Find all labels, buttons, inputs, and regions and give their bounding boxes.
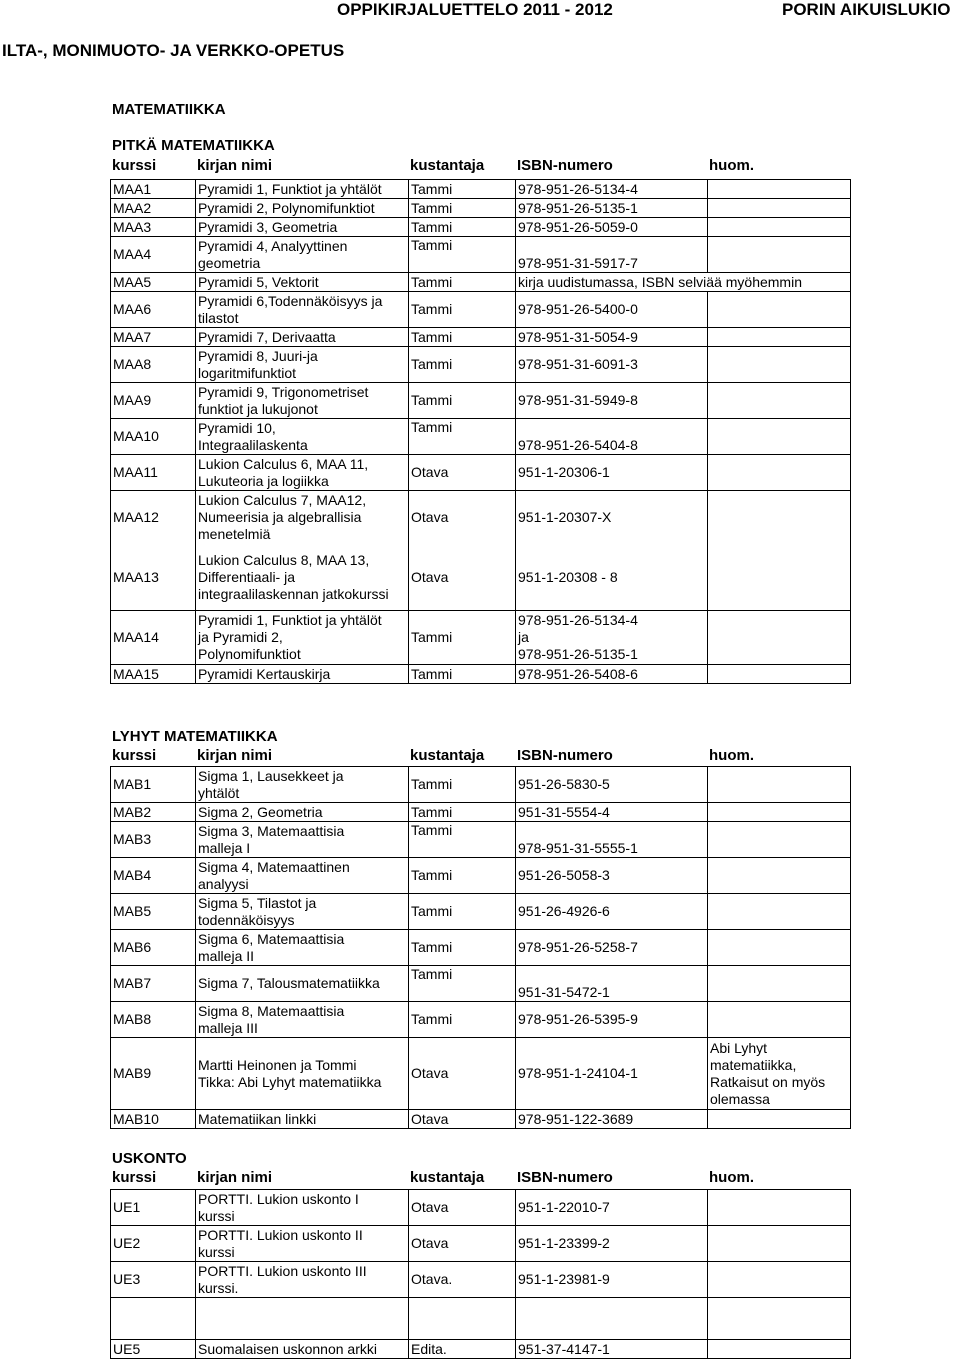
course-cell: MAA6 [111, 292, 196, 328]
note-cell [708, 611, 851, 665]
note-cell [708, 1110, 851, 1129]
book-title-cell: Pyramidi 4, Analyyttinen geometria [196, 237, 409, 273]
book-title-cell: Pyramidi 3, Geometria [196, 218, 409, 237]
course-cell: MAA15 [111, 665, 196, 684]
publisher-cell: Edita. [409, 1340, 516, 1359]
note-cell [708, 491, 851, 545]
note-cell [708, 180, 851, 199]
book-title-cell: PORTTI. Lukion uskonto II kurssi [196, 1226, 409, 1262]
publisher-cell: Tammi [409, 803, 516, 822]
col-header-course: kurssi [112, 747, 157, 764]
book-title-cell: Pyramidi 6,Todennäköisyys ja tilastot [196, 292, 409, 328]
table-row [111, 347, 851, 383]
course-cell: MAA11 [111, 455, 196, 491]
course-cell: MAA10 [111, 419, 196, 455]
isbn-cell: 978-951-26-5135-1 [516, 199, 708, 218]
book-title-cell: Sigma 4, Matemaattinen analyysi [196, 858, 409, 894]
isbn-cell: 978-951-26-5134-4 [516, 180, 708, 199]
note-cell [708, 545, 851, 611]
note-cell [708, 803, 851, 822]
book-title-cell: Sigma 1, Lausekkeet ja yhtälöt [196, 767, 409, 803]
isbn-cell: 951-1-23981-9 [516, 1262, 708, 1298]
table-row [111, 1110, 851, 1129]
book-title-cell: Pyramidi 1, Funktiot ja yhtälöt ja Pyramidi 2, Polynomifunktiot [196, 611, 409, 665]
table-row [111, 966, 851, 1002]
table-row [111, 930, 851, 966]
note-cell [708, 1002, 851, 1038]
table-row [111, 383, 851, 419]
table-row [111, 1340, 851, 1359]
section-title-uskonto: USKONTO [112, 1150, 187, 1167]
publisher-cell: Tammi [409, 767, 516, 803]
isbn-cell: 978-951-26-5134-4 ja 978-951-26-5135-1 [516, 611, 708, 665]
publisher-cell: Tammi [409, 347, 516, 383]
isbn-cell: kirja uudistumassa, ISBN selviää myöhemmin [516, 273, 708, 292]
course-cell: MAB1 [111, 767, 196, 803]
table-row [111, 822, 851, 858]
table-row [111, 858, 851, 894]
course-cell: MAA2 [111, 199, 196, 218]
table-row [111, 199, 851, 218]
book-title-cell: Sigma 7, Talousmatematiikka [196, 966, 409, 1002]
course-cell: MAA14 [111, 611, 196, 665]
note-cell [708, 328, 851, 347]
book-title-cell: Sigma 6, Matemaattisia malleja II [196, 930, 409, 966]
course-cell: MAB9 [111, 1038, 196, 1110]
note-cell [708, 1340, 851, 1359]
table-row [111, 611, 851, 665]
note-cell [708, 1298, 851, 1340]
book-title-cell: Pyramidi Kertauskirja [196, 665, 409, 684]
book-title-cell: Pyramidi 1, Funktiot ja yhtälöt [196, 180, 409, 199]
book-title-cell: Pyramidi 8, Juuri-ja logaritmifunktiot [196, 347, 409, 383]
publisher-cell: Tammi [409, 218, 516, 237]
course-cell: MAA8 [111, 347, 196, 383]
book-title-cell: Pyramidi 5, Vektorit [196, 273, 409, 292]
col-header-isbn: ISBN-numero [517, 157, 613, 174]
note-cell [708, 822, 851, 858]
note-cell [708, 930, 851, 966]
publisher-cell: Tammi [409, 858, 516, 894]
table-row [111, 491, 851, 545]
note-cell [708, 237, 851, 273]
column-header-row [112, 1169, 912, 1187]
course-cell: MAB5 [111, 894, 196, 930]
note-cell [708, 1262, 851, 1298]
course-cell: MAA4 [111, 237, 196, 273]
course-cell: UE2 [111, 1226, 196, 1262]
col-header-book: kirjan nimi [197, 747, 273, 764]
course-cell: MAB6 [111, 930, 196, 966]
table-row [111, 180, 851, 199]
isbn-cell: 978-951-1-24104-1 [516, 1038, 708, 1110]
book-title-cell: Sigma 2, Geometria [196, 803, 409, 822]
course-cell: MAB10 [111, 1110, 196, 1129]
table-row [111, 218, 851, 237]
publisher-cell: Tammi [409, 611, 516, 665]
table-row [111, 455, 851, 491]
book-title-cell: Sigma 8, Matemaattisia malleja III [196, 1002, 409, 1038]
publisher-cell: Otava [409, 1038, 516, 1110]
publisher-cell: Otava [409, 1226, 516, 1262]
note-cell [708, 383, 851, 419]
book-title-cell: Lukion Calculus 8, MAA 13, Differentiaali- ja integraalilaskennan jatkokurssi [196, 545, 409, 611]
note-cell [708, 292, 851, 328]
table-row [111, 1262, 851, 1298]
isbn-cell: 951-1-20307-X [516, 491, 708, 545]
course-cell: MAA12 [111, 491, 196, 545]
isbn-cell: 978-951-26-5395-9 [516, 1002, 708, 1038]
book-title-cell: Suomalaisen uskonnon arkki [196, 1340, 409, 1359]
publisher-cell: Tammi [409, 383, 516, 419]
course-cell: MAB8 [111, 1002, 196, 1038]
isbn-cell: 978-951-26-5258-7 [516, 930, 708, 966]
isbn-cell: 978-951-31-5949-8 [516, 383, 708, 419]
organization-name: PORIN AIKUISLUKIO [782, 0, 951, 19]
col-header-course: kurssi [112, 157, 157, 174]
col-header-note: huom. [709, 1169, 754, 1186]
note-cell [708, 858, 851, 894]
isbn-cell: 978-951-31-5917-7 [516, 237, 708, 273]
publisher-cell: Tammi [409, 328, 516, 347]
col-header-publisher: kustantaja [410, 747, 485, 764]
book-title-cell [196, 1298, 409, 1340]
course-cell: MAB4 [111, 858, 196, 894]
section-title-lyhyt: LYHYT MATEMATIIKKA [112, 728, 278, 745]
book-title-cell: Martti Heinonen ja Tommi Tikka: Abi Lyhyt matematiikka [196, 1038, 409, 1110]
publisher-cell: Otava [409, 455, 516, 491]
table-row [111, 1298, 851, 1340]
document-title: OPPIKIRJALUETTELO 2011 - 2012 [337, 0, 613, 19]
note-cell [708, 665, 851, 684]
note-cell [708, 767, 851, 803]
uskonto-table [110, 1189, 851, 1359]
note-cell [708, 199, 851, 218]
publisher-cell: Otava [409, 1190, 516, 1226]
note-cell [708, 218, 851, 237]
course-cell: MAB2 [111, 803, 196, 822]
publisher-cell: Tammi [409, 822, 516, 858]
note-cell [708, 419, 851, 455]
course-cell: MAB3 [111, 822, 196, 858]
isbn-cell: 978-951-26-5400-0 [516, 292, 708, 328]
note-cell [708, 1226, 851, 1262]
course-cell: MAA3 [111, 218, 196, 237]
book-title-cell: Lukion Calculus 7, MAA12, Numeerisia ja algebrallisia menetelmiä [196, 491, 409, 545]
book-title-cell: Sigma 5, Tilastot ja todennäköisyys [196, 894, 409, 930]
isbn-cell: 951-37-4147-1 [516, 1340, 708, 1359]
publisher-cell: Tammi [409, 419, 516, 455]
book-title-cell: Pyramidi 10, Integraalilaskenta [196, 419, 409, 455]
note-cell [708, 894, 851, 930]
isbn-cell: 978-951-26-5404-8 [516, 419, 708, 455]
course-cell [111, 1298, 196, 1340]
document-subtitle: ILTA-, MONIMUOTO- JA VERKKO-OPETUS [2, 41, 345, 60]
isbn-cell [516, 1298, 708, 1340]
book-title-cell: Pyramidi 7, Derivaatta [196, 328, 409, 347]
isbn-cell: 951-31-5472-1 [516, 966, 708, 1002]
col-header-note: huom. [709, 157, 754, 174]
publisher-cell: Otava [409, 1110, 516, 1129]
isbn-cell: 978-951-26-5408-6 [516, 665, 708, 684]
isbn-cell: 951-1-22010-7 [516, 1190, 708, 1226]
isbn-cell: 951-1-23399-2 [516, 1226, 708, 1262]
isbn-cell: 951-26-4926-6 [516, 894, 708, 930]
subject-heading: MATEMATIIKKA [112, 101, 226, 118]
publisher-cell: Tammi [409, 930, 516, 966]
note-cell [708, 347, 851, 383]
table-row [111, 328, 851, 347]
publisher-cell: Tammi [409, 273, 516, 292]
course-cell: MAA9 [111, 383, 196, 419]
isbn-cell: 978-951-31-6091-3 [516, 347, 708, 383]
publisher-cell: Tammi [409, 665, 516, 684]
publisher-cell: Tammi [409, 237, 516, 273]
table-row [111, 1038, 851, 1110]
publisher-cell [409, 1298, 516, 1340]
table-row [111, 419, 851, 455]
publisher-cell: Tammi [409, 180, 516, 199]
column-header-row [112, 747, 912, 765]
table-row [111, 545, 851, 611]
book-title-cell: PORTTI. Lukion uskonto III kurssi. [196, 1262, 409, 1298]
course-cell: MAA13 [111, 545, 196, 611]
col-header-isbn: ISBN-numero [517, 747, 613, 764]
course-cell: MAA1 [111, 180, 196, 199]
publisher-cell: Otava [409, 491, 516, 545]
isbn-cell: 951-26-5830-5 [516, 767, 708, 803]
isbn-cell: 951-1-20308 - 8 [516, 545, 708, 611]
course-cell: UE3 [111, 1262, 196, 1298]
publisher-cell: Tammi [409, 199, 516, 218]
col-header-publisher: kustantaja [410, 1169, 485, 1186]
isbn-cell: 951-1-20306-1 [516, 455, 708, 491]
table-row [111, 803, 851, 822]
publisher-cell: Tammi [409, 292, 516, 328]
course-cell: UE1 [111, 1190, 196, 1226]
course-cell: MAA5 [111, 273, 196, 292]
isbn-cell: 951-26-5058-3 [516, 858, 708, 894]
book-title-cell: Matematiikan linkki [196, 1110, 409, 1129]
publisher-cell: Tammi [409, 894, 516, 930]
table-row [111, 1190, 851, 1226]
isbn-cell: 978-951-122-3689 [516, 1110, 708, 1129]
publisher-cell: Otava [409, 545, 516, 611]
book-title-cell: Pyramidi 2, Polynomifunktiot [196, 199, 409, 218]
note-cell [708, 455, 851, 491]
isbn-cell: 978-951-26-5059-0 [516, 218, 708, 237]
pitka-table [110, 179, 851, 684]
course-cell: UE5 [111, 1340, 196, 1359]
col-header-book: kirjan nimi [197, 1169, 273, 1186]
table-row [111, 894, 851, 930]
book-title-cell: Sigma 3, Matemaattisia malleja I [196, 822, 409, 858]
col-header-course: kurssi [112, 1169, 157, 1186]
section-title-pitka: PITKÄ MATEMATIIKKA [112, 137, 275, 154]
table-row [111, 1002, 851, 1038]
table-row [111, 273, 851, 292]
note-cell [708, 966, 851, 1002]
publisher-cell: Tammi [409, 1002, 516, 1038]
book-title-cell: PORTTI. Lukion uskonto I kurssi [196, 1190, 409, 1226]
table-row [111, 767, 851, 803]
book-title-cell: Pyramidi 9, Trigonometriset funktiot ja lukujonot [196, 383, 409, 419]
col-header-publisher: kustantaja [410, 157, 485, 174]
note-cell [708, 1190, 851, 1226]
isbn-cell: 951-31-5554-4 [516, 803, 708, 822]
note-cell: Abi Lyhyt matematiikka, Ratkaisut on myös olemassa [708, 1038, 851, 1110]
publisher-cell: Tammi [409, 966, 516, 1002]
book-title-cell: Lukion Calculus 6, MAA 11, Lukuteoria ja logiikka [196, 455, 409, 491]
col-header-book: kirjan nimi [197, 157, 273, 174]
table-row [111, 665, 851, 684]
isbn-cell: 978-951-31-5555-1 [516, 822, 708, 858]
course-cell: MAA7 [111, 328, 196, 347]
col-header-isbn: ISBN-numero [517, 1169, 613, 1186]
col-header-note: huom. [709, 747, 754, 764]
lyhyt-table [110, 766, 851, 1129]
course-cell: MAB7 [111, 966, 196, 1002]
isbn-cell: 978-951-31-5054-9 [516, 328, 708, 347]
table-row [111, 1226, 851, 1262]
publisher-cell: Otava. [409, 1262, 516, 1298]
column-header-row [112, 157, 912, 175]
table-row [111, 292, 851, 328]
table-row [111, 237, 851, 273]
